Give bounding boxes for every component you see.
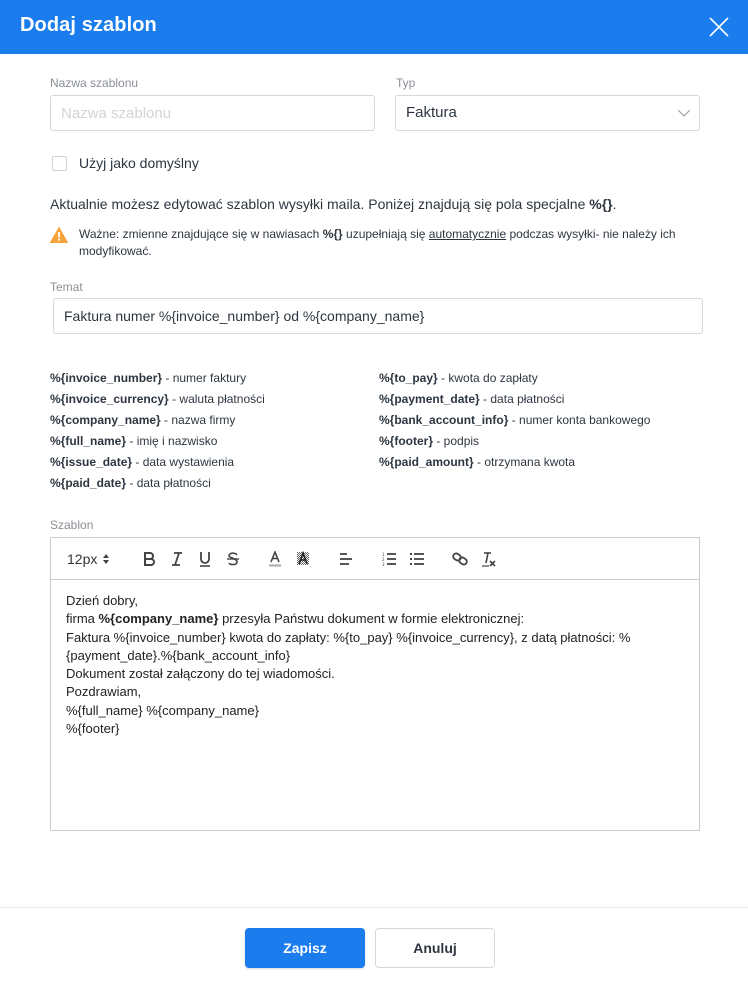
info-text-bold: %{} bbox=[589, 196, 613, 212]
link-icon bbox=[452, 552, 468, 566]
modal-title: Dodaj szablon bbox=[20, 14, 157, 36]
modal-header bbox=[0, 0, 748, 54]
content-line: %{footer} bbox=[66, 721, 120, 737]
bullet-list-icon bbox=[410, 552, 424, 566]
variable-item bbox=[50, 412, 265, 433]
variable-key: %{invoice_currency} bbox=[50, 392, 169, 406]
background-color-button[interactable] bbox=[293, 549, 313, 569]
font-size-value: 12px bbox=[67, 551, 98, 567]
text-color-button[interactable] bbox=[265, 549, 285, 569]
variable-key: %{payment_date} bbox=[379, 392, 480, 406]
variable-desc: - numer konta bankowego bbox=[508, 413, 651, 427]
name-label: Nazwa szablonu bbox=[50, 76, 139, 90]
variable-desc: - waluta płatności bbox=[168, 392, 265, 406]
template-label: Szablon bbox=[50, 518, 94, 532]
warning-note bbox=[50, 226, 710, 260]
bullet-list-button[interactable] bbox=[407, 549, 427, 569]
background-color-icon bbox=[296, 551, 310, 567]
chevron-down-icon bbox=[677, 107, 691, 119]
variable-item bbox=[379, 454, 650, 475]
clear-format-button[interactable] bbox=[479, 549, 499, 569]
variable-key: %{invoice_number} bbox=[50, 371, 163, 385]
content-line: Dokument został załączony do tej wiadomości. bbox=[66, 666, 335, 682]
svg-text:1: 1 bbox=[382, 552, 385, 557]
type-label: Typ bbox=[396, 76, 416, 90]
italic-button[interactable] bbox=[167, 549, 187, 569]
cancel-button[interactable]: Anuluj bbox=[375, 928, 495, 968]
variable-item bbox=[50, 454, 265, 475]
content-text: firma bbox=[66, 611, 99, 627]
variable-desc: - data płatności bbox=[126, 476, 211, 490]
close-button[interactable] bbox=[708, 16, 730, 38]
variable-desc: - numer faktury bbox=[162, 371, 247, 385]
variable-item bbox=[379, 412, 650, 433]
default-checkbox-label[interactable]: Użyj jako domyślny bbox=[79, 155, 199, 171]
warning-middle: uzupełniają się bbox=[342, 227, 429, 241]
clear-format-icon bbox=[481, 551, 497, 567]
variable-key: %{bank_account_info} bbox=[379, 413, 509, 427]
variable-item bbox=[50, 475, 265, 496]
variable-key: %{paid_amount} bbox=[379, 455, 474, 469]
variable-key: %{footer} bbox=[379, 434, 434, 448]
variable-item bbox=[50, 391, 265, 412]
warning-suffix: podczas wysyłki- nie należy ich modyfikować. bbox=[79, 227, 676, 258]
warning-bold: %{} bbox=[322, 227, 343, 241]
content-line: Faktura %{invoice_number} kwota do zapłaty: %{to_pay} %{invoice_currency}, z datą płatności: % bbox=[66, 629, 631, 645]
variable-desc: - otrzymana kwota bbox=[473, 455, 576, 469]
variable-desc: - nazwa firmy bbox=[160, 413, 236, 427]
variables-list-left bbox=[50, 370, 265, 496]
variable-desc: - imię i nazwisko bbox=[126, 434, 218, 448]
strike-button[interactable] bbox=[223, 549, 243, 569]
ordered-list-icon bbox=[382, 552, 396, 566]
underline-button[interactable] bbox=[195, 549, 215, 569]
footer-divider bbox=[0, 907, 748, 908]
warning-icon bbox=[50, 227, 68, 243]
italic-icon bbox=[170, 551, 184, 567]
variable-item bbox=[379, 370, 650, 391]
variable-desc: - data wystawienia bbox=[132, 455, 235, 469]
default-checkbox[interactable] bbox=[52, 156, 67, 171]
variable-item bbox=[50, 433, 265, 454]
content-line: Dzień dobry, bbox=[66, 593, 139, 608]
content-line: Pozdrawiam, bbox=[66, 684, 142, 700]
up-down-icon bbox=[102, 553, 110, 565]
variable-item bbox=[379, 391, 650, 412]
align-button[interactable] bbox=[336, 549, 356, 569]
close-icon bbox=[708, 16, 730, 38]
svg-text:2: 2 bbox=[382, 557, 385, 562]
content-bold-variable: %{company_name} bbox=[98, 611, 219, 627]
content-line bbox=[66, 610, 684, 628]
content-line: {payment_date}.%{bank_account_info} bbox=[66, 647, 291, 663]
bold-button[interactable] bbox=[139, 549, 159, 569]
editor-toolbar bbox=[51, 538, 699, 580]
variables-list-right bbox=[379, 370, 650, 475]
svg-text:3: 3 bbox=[382, 562, 385, 566]
subject-value: Faktura numer %{invoice_number} od %{company_name} bbox=[64, 308, 425, 324]
variable-item bbox=[379, 433, 650, 454]
editor-content[interactable] bbox=[51, 580, 699, 750]
type-select[interactable] bbox=[395, 95, 700, 131]
text-color-icon bbox=[268, 551, 282, 567]
subject-input[interactable] bbox=[53, 298, 703, 334]
variable-key: %{paid_date} bbox=[50, 476, 127, 490]
template-name-input[interactable] bbox=[50, 95, 375, 131]
info-text bbox=[50, 196, 617, 212]
subject-label: Temat bbox=[50, 280, 83, 294]
strike-icon bbox=[226, 551, 240, 567]
variable-desc: - podpis bbox=[433, 434, 480, 448]
link-button[interactable] bbox=[450, 549, 470, 569]
info-text-end: . bbox=[612, 196, 617, 212]
underline-icon bbox=[198, 551, 212, 567]
warning-prefix: Ważne: zmienne znajdujące się w nawiasach bbox=[79, 227, 323, 241]
rich-text-editor bbox=[50, 537, 700, 831]
type-select-value: Faktura bbox=[406, 104, 457, 121]
variable-desc: - data płatności bbox=[479, 392, 565, 406]
save-button[interactable]: Zapisz bbox=[245, 928, 365, 968]
bold-icon bbox=[142, 551, 156, 567]
variable-key: %{to_pay} bbox=[379, 371, 438, 385]
variable-key: %{full_name} bbox=[50, 434, 127, 448]
variable-item bbox=[50, 370, 265, 391]
info-text-main: Aktualnie możesz edytować szablon wysyłki maila. Poniżej znajdują się pola specjalne bbox=[50, 196, 590, 212]
content-text: przesyła Państwu dokument w formie elektronicznej: bbox=[218, 611, 525, 627]
content-line: %{full_name} %{company_name} bbox=[66, 702, 259, 718]
variable-key: %{issue_date} bbox=[50, 455, 133, 469]
ordered-list-button[interactable] bbox=[379, 549, 399, 569]
font-size-picker[interactable] bbox=[67, 549, 110, 569]
align-icon bbox=[339, 552, 353, 566]
warning-underlined: automatycznie bbox=[428, 227, 507, 241]
variable-desc: - kwota do zapłaty bbox=[437, 371, 538, 385]
variable-key: %{company_name} bbox=[50, 413, 161, 427]
